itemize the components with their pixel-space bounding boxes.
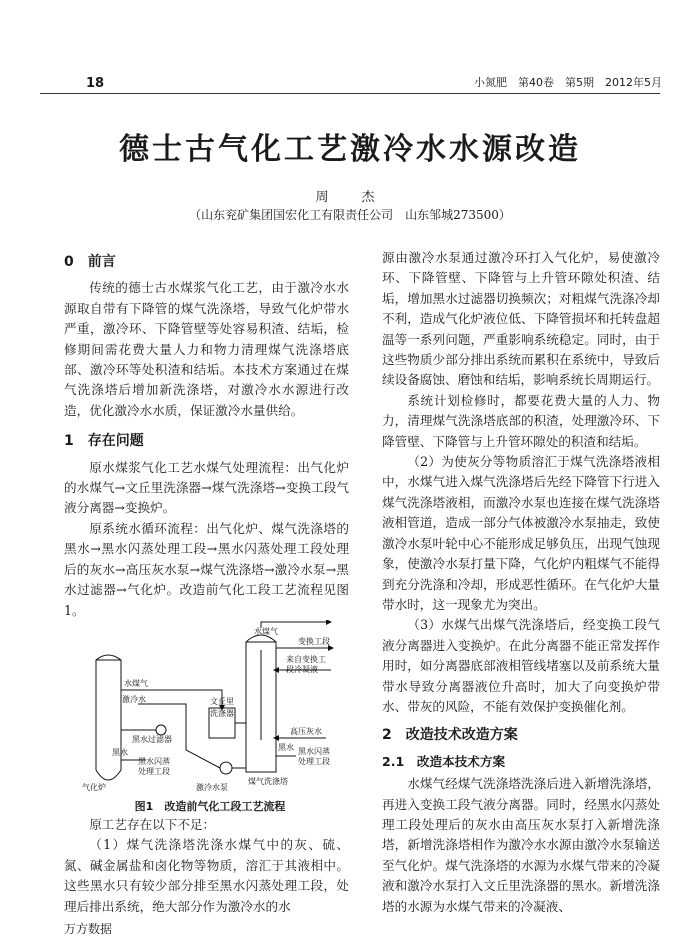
label-gasifier: 气化炉 <box>82 783 106 792</box>
figure-caption: 图1 改造前气化工段工艺流程 <box>134 800 286 813</box>
label-flash-right-1: 黑水闪蒸 <box>298 747 330 756</box>
label-flash-left-2: 处理工段 <box>138 767 170 776</box>
header-rule <box>40 93 660 94</box>
left-column-bottom <box>64 815 349 917</box>
left-column-top <box>64 248 349 621</box>
label-water-gas-left: 水煤气 <box>124 679 148 688</box>
label-quench-water: 激冷水 <box>122 695 146 704</box>
right-paragraph-5: 水煤气经煤气洗涤塔洗涤后进入新增洗涤塔，再进入变换工段气液分离器。同时，经黑水闪蒸处理工段处理后的灰水由高压灰水泵打入新增洗涤塔，新增洗涤塔相作为激冷水水源由激冷水泵输送至气化炉。煤气洗涤塔的水源为水煤气带来的冷凝液和激冷水泵打入文丘里洗涤器的黑水。新增洗涤塔的水源为水煤气带来的冷凝液、 <box>382 776 660 914</box>
right-paragraph-3: （2）为使灰分等物质溶汇于煤气洗涤塔液相中，水煤气进入煤气洗涤塔后先经下降管下行进入煤气洗涤塔液相，而激冷水泵也连接在煤气洗涤塔液相管道，造成一部分气体被激冷水泵抽走，致使激冷水泵叶轮中心不能形成足够负压，出现气蚀现象，使激冷水泵打量下降，气化炉内粗煤气不能得到充分洗涤和冷却，形成恶性循环。在气化炉大量带水时，这一现象尤为突出。 <box>382 454 660 612</box>
process-flow-figure <box>66 620 356 796</box>
label-from-shift-1: 来自变换工 <box>286 655 326 664</box>
label-to-shift: 变换工段 <box>298 637 330 646</box>
right-paragraph-4: （3）水煤气出煤气洗涤塔后，经变换工段气液分离器进入变换炉。在此分离器不能正常发挥作用时，如分离器底部液相管线堵塞以及前系统大量带水导致分离器液位升高时，加大了向变换炉带水、带灰的风险，不能有效保护变换催化剂。 <box>382 617 660 714</box>
label-black-water-right: 黑水 <box>278 743 294 752</box>
section-2-heading: 2 改造技术改造方案 <box>382 727 518 744</box>
label-scrubber: 煤气洗涤塔 <box>248 777 288 786</box>
label-venturi-1: 文丘里 <box>210 697 234 706</box>
article-title: 德士古气化工艺激冷水水源改造 <box>119 132 581 167</box>
author: 周 杰 <box>315 190 385 205</box>
section-1-paragraph-1: 原水煤浆气化工艺水煤气处理流程：出气化炉的水煤气→文丘里洗涤器→煤气洗涤塔→变换工段气液分离器→变换炉。 <box>64 459 349 516</box>
black-water-filter <box>156 725 166 735</box>
source-watermark: 万方数据 <box>64 922 113 936</box>
after-figure-paragraph-2: （1）煤气洗涤塔洗涤水煤气中的灰、硫、氮、碱金属盐和卤化物等物质，溶汇于其液相中。这些黑水只有较少部分排至黑水闪蒸处理工段，处理后排出系统，绝大部分作为激冷水的水 <box>64 837 349 914</box>
label-water-gas-top: 水煤气 <box>254 627 278 636</box>
section-2-1-heading: 2.1 改造本技术方案 <box>382 753 506 769</box>
section-1-paragraph-2: 原系统水循环流程：出气化炉、煤气洗涤塔的黑水→黑水闪蒸处理工段→黑水闪蒸处理工段处理后的灰水→高压灰水泵→煤气洗涤塔→激冷水泵→黑水过滤器→气化炉。改造前气化工段工艺流程见图1。 <box>64 520 349 618</box>
quench-water-pump <box>220 762 232 774</box>
label-black-water-left: 黑水 <box>112 748 128 757</box>
label-from-shift-2: 段冷凝液 <box>286 665 318 674</box>
section-0-heading: 0 前言 <box>64 254 116 270</box>
section-1-heading: 1 存在问题 <box>64 433 144 450</box>
label-venturi-2: 洗涤器 <box>210 709 234 718</box>
right-paragraph-2: 系统计划检修时，都要花费大量的人力、物力，清理煤气洗涤塔底部的积渣，处理激冷环、下降管壁、下降管与上升管环隙处的积渣和结垢。 <box>382 392 660 449</box>
affiliation: （山东兖矿集团国宏化工有限责任公司 山东邹城273500） <box>189 208 511 222</box>
label-flash-left-1: 黑水闪蒸 <box>138 757 170 766</box>
gasifier-vessel <box>96 660 121 780</box>
label-flash-right-2: 处理工段 <box>298 757 330 766</box>
label-hp-grey-water: 高压灰水 <box>290 727 322 736</box>
label-quench-pump: 激冷水泵 <box>196 783 228 792</box>
after-figure-paragraph-1: 原工艺存在以下不足： <box>89 817 216 832</box>
right-paragraph-continued: 源由激冷水泵通过激冷环打入气化炉，易使激冷环、下降管壁、下降管与上升管环隙处积渣、结垢，增加黑水过滤器切换频次；对粗煤气洗涤冷却不利，造成气化炉液位低、下降管损坏和托转盘超温等一系列问题，严重影响系统稳定。同时，由于这些物质少部分排出系统而累积在系统中，导致后续设备腐蚀、磨蚀和结垢，影响系统长周期运行。 <box>382 250 660 388</box>
right-column <box>382 248 660 917</box>
label-black-water-filter: 黑水过滤器 <box>132 735 172 744</box>
journal-info: 小氮肥 第40卷 第5期 2012年5月 <box>474 76 662 89</box>
page-number: 18 <box>86 76 105 91</box>
section-0-paragraph: 传统的德士古水煤浆气化工艺，由于激冷水水源取自带有下降管的煤气洗涤塔，导致气化炉带水严重，激冷环、下降管壁等处容易积渣、结垢，检修期间需花费大量人力和物力清理煤气洗涤塔底部、激冷环等处积渣和结垢。本技术方案通过在煤气洗涤塔后增加新洗涤塔，对激冷水水源进行改造，优化激冷水水质，保证激冷水量供给。 <box>64 280 349 418</box>
